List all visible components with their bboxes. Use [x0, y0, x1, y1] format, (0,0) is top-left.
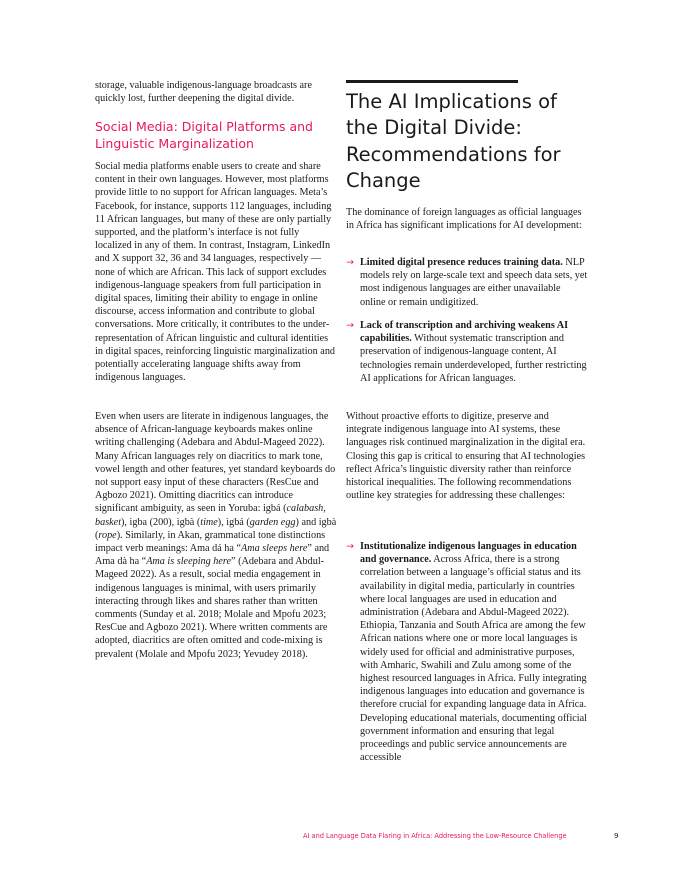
- text-run: Even when users are literate in indigenous languages, the absence of African-language keyboards makes online writing challenging (Adebara and Abdul-Mageed 2022). Many African languages rely on diacritics to mark tone, vowel length and other features, yet standard keyboards do not support easy input of these characters (ResCue and Agbozo 2021). Omitting diacritics can introduce significant ambiguity, as seen in Yoruba: igbá (: [95, 411, 336, 515]
- text-run: ” and Ama dà ha “: [95, 543, 330, 568]
- italic-gloss: garden egg: [249, 516, 296, 528]
- italic-gloss: time: [200, 516, 218, 528]
- paragraph-dominance: The dominance of foreign languages as official languages in Africa has significant implications for AI development:: [346, 207, 582, 232]
- text-run: ), ìgbá (: [217, 516, 250, 528]
- text-run: ) and igbà (: [95, 516, 337, 541]
- paragraph-keyboards: [95, 410, 337, 661]
- arrow-icon: →: [346, 320, 354, 331]
- italic-gloss: rope: [98, 529, 117, 541]
- paragraph-storage: storage, valuable indigenous-language broadcasts are quickly lost, further deepening the digital divide.: [95, 80, 312, 105]
- italic-gloss: Ama sleeps here: [240, 543, 308, 555]
- paragraph-proactive: Without proactive efforts to digitize, preserve and integrate indigenous language into AI systems, these languages risk continued marginalization in the digital era. Closing this gap is critical to ensuring that AI technologies reflect Africa’s linguistic diversity rather than reinforce historical inequalities. The following recommendations outline key strategies for addressing these challenges:: [346, 411, 586, 502]
- bullet-text: Across Africa, there is a strong correlation between a language’s official status and its availability in digital media, particularly in countries where local languages are used in education and administration (Adebara and Abdul-Mageed 2022). Ethiopia, Tanzania and South Africa are among the few African nations where one or more local languages is widely used for official and administrative purposes, with Amharic, Swahili and Zulu among some of the highest resourced languages in Africa. Fully integrating indigenous languages into education and governance is therefore crucial for expanding language data in Africa. Developing educational materials, documenting official government information and ensuring that legal proceedings and public service announcements are accessible: [360, 554, 587, 764]
- text-run: ” (Adebara and Abdul-Mageed 2022). As a result, social media engagement in indigenous languages is minimal, with users primarily interacting through likes and shares rather than written comments (Sunday et al. 2018; Molale and Mpofu 2023; ResCue and Agbozo 2021). Where written comments are adopted, diacritics are often omitted and code-mixing is prevalent (Molale and Mpofu 2023; Yevudey 2018).: [95, 556, 328, 660]
- section-subheading: Social Media: Digital Platforms and Linguistic Marginalization: [95, 119, 313, 151]
- page-number: 9: [614, 831, 619, 840]
- text-run: ), igba (200), ìgbà (: [121, 516, 201, 528]
- title-rule: [346, 80, 518, 83]
- section-title: The AI Implications of the Digital Divide: Recommendations for Change: [346, 90, 561, 192]
- bullet-item: [346, 319, 588, 385]
- bullet-item: [346, 540, 588, 764]
- text-run: ). Similarly, in Akan, grammatical tone distinctions impact verb meanings: Ama dá ha “: [95, 529, 326, 555]
- bullet-text: NLP models rely on large-scale text and speech data sets, yet most indigenous languages are either unavailable online or remain undigitized.: [360, 257, 588, 308]
- italic-gloss: calabash, basket: [95, 503, 326, 528]
- arrow-icon: →: [346, 541, 354, 552]
- bullet-lead: Lack of transcription and archiving weakens AI capabilities.: [360, 320, 569, 345]
- bullet-lead: Institutionalize indigenous languages in education and governance.: [360, 541, 577, 566]
- paragraph-social-media: Social media platforms enable users to create and share content in their own languages. However, most platforms provide little to no support for African languages. Meta’s Facebook, for instance, supports 112 languages, including 11 African languages, but many of these are only partially supported, and the platform’s interface is not fully localized in any of them. In contrast, Instagram, LinkedIn and X support 32, 36 and 34 languages, respectively — none of which are African. This lack of support excludes indigenous-language speakers from full participation in digital spaces, limiting their ability to engage in online discourse, access information and contribute to global conversations. More critically, it contributes to the under-representation of African linguistic and cultural identities in digital spaces, reinforcing linguistic marginalization and potentially accelerating language shifts away from indigenous languages.: [95, 161, 336, 384]
- arrow-icon: →: [346, 257, 354, 268]
- italic-gloss: Ama is sleeping here: [146, 556, 231, 568]
- bullet-text: Without systematic transcription and preservation of indigenous-language content, AI technologies remain underdeveloped, further restricting AI applications for African languages.: [360, 333, 587, 384]
- bullet-item: [346, 256, 588, 309]
- footer-title: AI and Language Data Flaring in Africa: Addressing the Low-Resource Challenge: [303, 832, 567, 840]
- bullet-lead: Limited digital presence reduces training data.: [360, 257, 563, 268]
